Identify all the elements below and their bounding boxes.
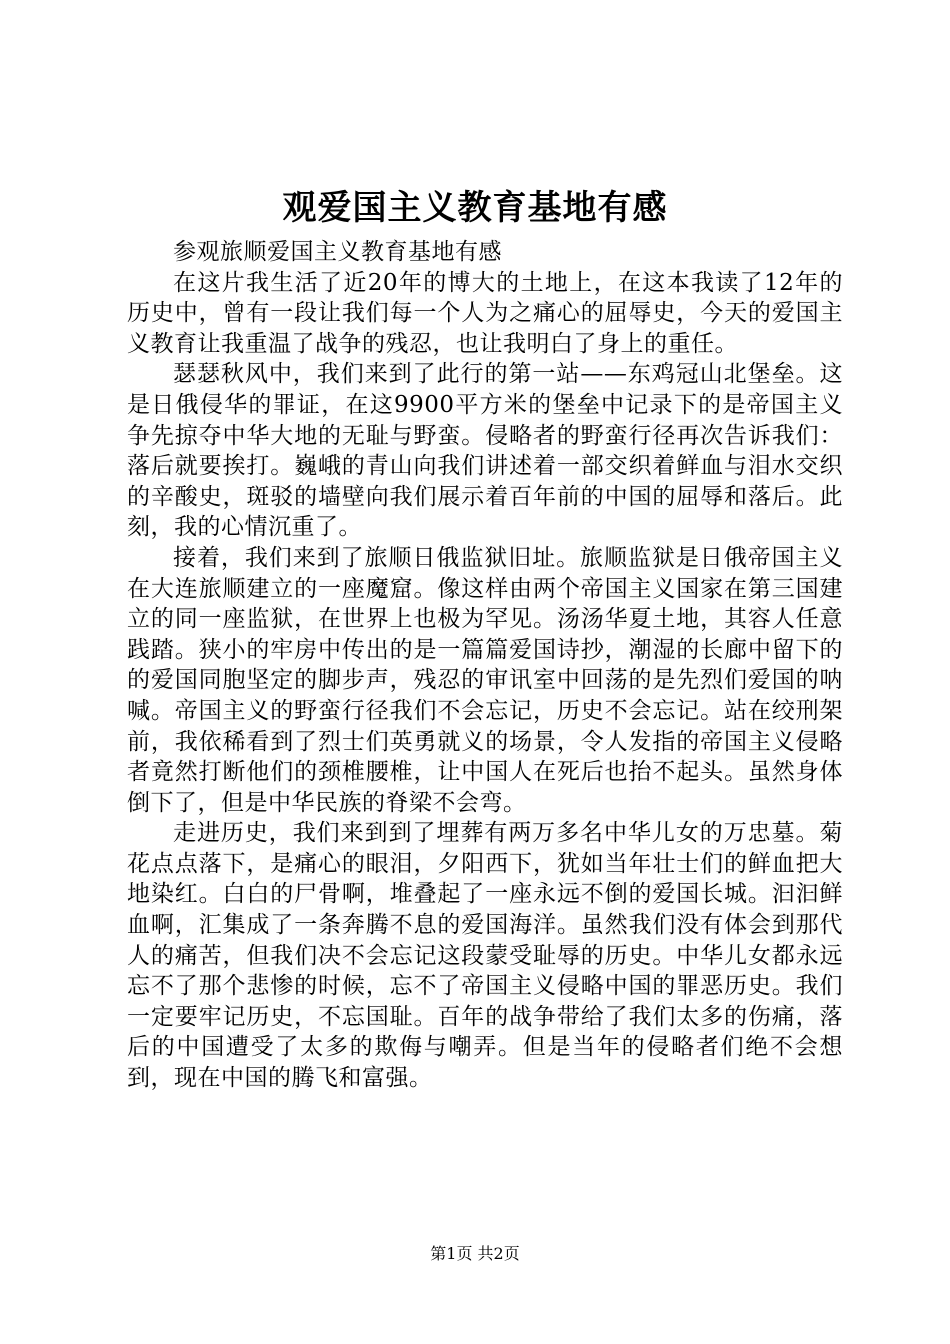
- subtitle-paragraph: 参观旅顺爱国主义教育基地有感: [173, 239, 502, 265]
- body-paragraph-intro: 在这片我生活了近20年的博大的土地上，在这本我读了12年的历史中，曾有一段让我们每一个人为之痛心的屈辱史，今天的爱国主义教育让我重温了战争的残忍，也让我明白了身上的重任。: [127, 269, 843, 357]
- body-paragraph-prison: 接着，我们来到了旅顺日俄监狱旧址。旅顺监狱是日俄帝国主义在大连旅顺建立的一座魔窟。像这样由两个帝国主义国家在第三国建立的同一座监狱，在世界上也极为罕见。汤汤华夏土地，其容人任意践踏。狭小的牢房中传出的是一篇篇爱国诗抄，潮湿的长廊中留下的的爱国同胞坚定的脚步声，残忍的审讯室中回荡的是先烈们爱国的呐喊。帝国主义的野蛮行径我们不会忘记，历史不会忘记。站在绞刑架前，我依稀看到了烈士们英勇就义的场景，令人发指的帝国主义侵略者竟然打断他们的颈椎腰椎，让中国人在死后也抬不起头。虽然身体倒下了，但是中华民族的脊梁不会弯。: [127, 544, 843, 816]
- page-title: 观爱国主义教育基地有感: [282, 188, 668, 228]
- page-number-footer: 第1页 共2页: [430, 1244, 520, 1263]
- document-body: [127, 237, 843, 1094]
- body-paragraph-fort: 瑟瑟秋风中，我们来到了此行的第一站——东鸡冠山北堡垒。这是日俄侵华的罪证，在这9900平方米的堡垒中记录下的是帝国主义争先掠夺中华大地的无耻与野蛮。侵略者的野蛮行径再次告诉我们：落后就要挨打。巍峨的青山向我们讲述着一部交织着鲜血与泪水交织的辛酸史，斑驳的墙壁向我们展示着百年前的中国的屈辱和落后。此刻，我的心情沉重了。: [127, 361, 843, 541]
- body-paragraph-memorial: 走进历史，我们来到到了埋葬有两万多名中华儿女的万忠墓。菊花点点落下，是痛心的眼泪，夕阳西下，犹如当年壮士们的鲜血把大地染红。白白的尸骨啊，堆叠起了一座永远不倒的爱国长城。汩汩鲜血啊，汇集成了一条奔腾不息的爱国海洋。虽然我们没有体会到那代人的痛苦，但我们决不会忘记这段蒙受耻辱的历史。中华儿女都永远忘不了那个悲惨的时候，忘不了帝国主义侵略中国的罪恶历史。我们一定要牢记历史，不忘国耻。百年的战争带给了我们太多的伤痛，落后的中国遭受了太多的欺侮与嘲弄。但是当年的侵略者们绝不会想到，现在中国的腾飞和富强。: [127, 820, 843, 1092]
